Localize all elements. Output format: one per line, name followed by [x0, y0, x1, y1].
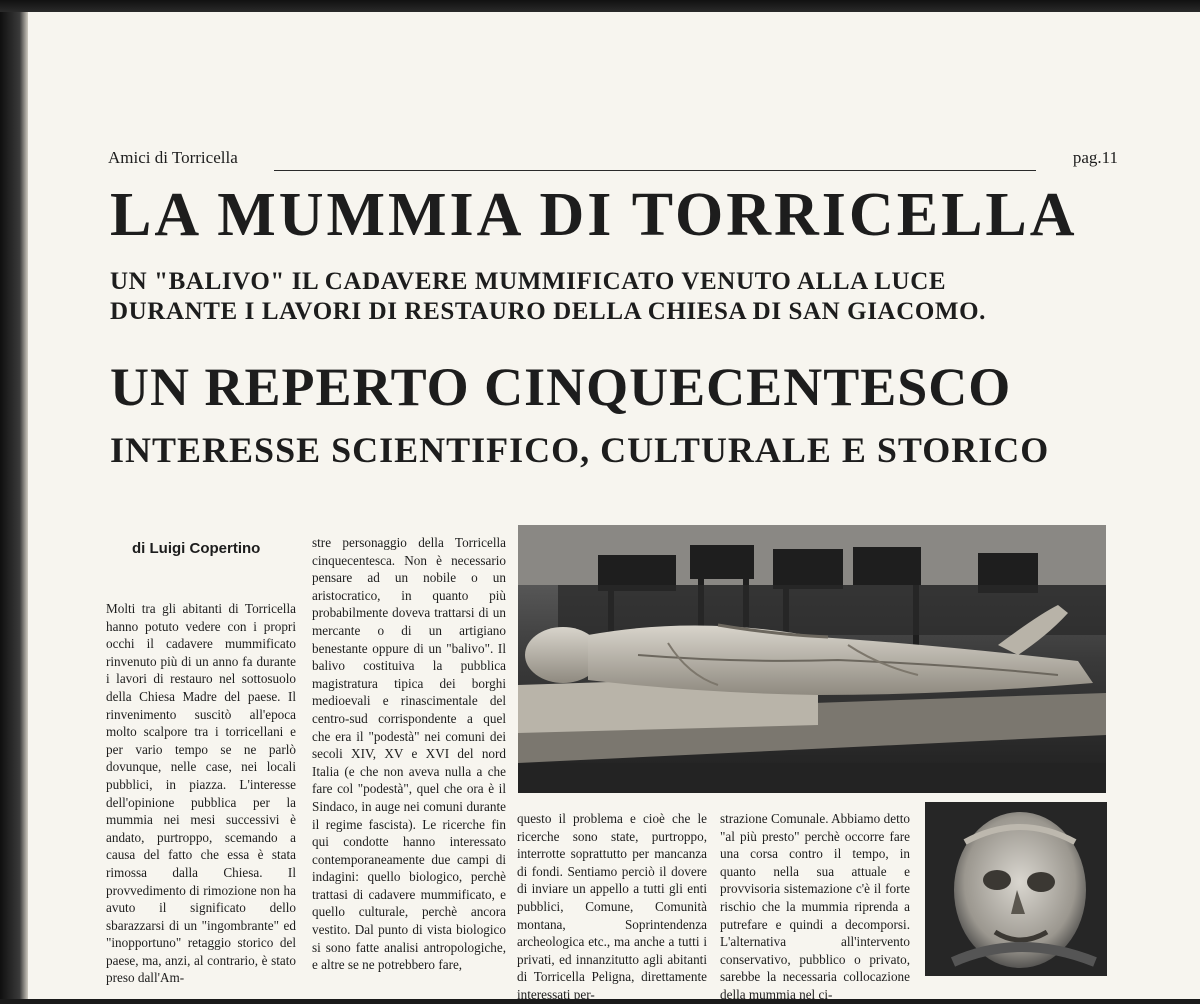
article-column-3	[517, 810, 707, 1002]
page-number: pag.11	[1072, 148, 1118, 167]
column-4-text: strazione Comunale. Abbiamo detto "al più presto" perchè occorre fare una corsa contro il tempo, in quanto nella sua attuale e provvisoria sistemazione c'è il forte rischio che la mummia riprenda a putrefare e quindi a decomporsi. L'alternativa all'intervento conservativo, pubblico o privato, sarebbe la necessaria collocazione della mummia nel ci-	[720, 811, 910, 1002]
scan-left-edge	[0, 12, 28, 999]
column-2-text: stre personaggio della Torricella cinquecentesca. Non è necessario pensare ad un nobile o un aristocratico, in quanto più probabilmente doveva trattarsi di un mercante o di un artigiano benestante oppure di un "balivo". Il balivo costituiva la pubblica magistratura tipica dei borghi medioevali e rinascimentale del centro-sud corrispondente a quel che era il "podestà" nei comuni dei secoli XIV, XV e XVI del nord Italia (e che non aveva nulla a che fare col "podestà", quel che ora è il Sindaco, in auge nei comuni durante il regime fascista). Le ricerche fin qui condotte hanno interessato contemporaneamente due campi di indagini: quello biologico, perchè trattasi di cadavere mummificato, e quello culturale, perchè ancora vestito. Dal punto di vista biologico si sono fatte analisi antropologiche, e altre se ne potrebbero fare,	[312, 535, 506, 973]
article-column-4	[720, 810, 910, 1002]
column-1-text: Molti tra gli abitanti di Torricella hanno potuto vedere con i propri occhi il cadavere mummificato rinvenuto più di un anno fa durante i lavori di restauro nel sottosuolo della Chiesa Madre del paese. Il rinvenimento suscitò all'epoca molto scalpore tra i torricellani e per vario tempo se ne parlò dovunque, nelle case, nei locali pubblici, in piazza. L'interesse dell'opinione pubblica per la mummia nei mesi successivi è andato, purtroppo, scemando a causa del fatto che essa è stata rimossa dalla Chiesa. Il provvedimento di rimozione non ha avuto il significato dello sbarazzarsi di un "ingombrante" ed "inopportuno" retaggio storico del paese, ma, anzi, al contrario, è stato preso dall'Am-	[106, 601, 296, 986]
subheadline-line-1: UN "BALIVO" IL CADAVERE MUMMIFICATO VENUTO ALLA LUCE	[110, 268, 947, 295]
tertiary-headline: INTERESSE SCIENTIFICO, CULTURALE E STORICO	[110, 430, 1050, 470]
mummy-face-photo	[925, 802, 1107, 976]
publication-name: Amici di Torricella	[108, 148, 238, 167]
header-rule	[274, 170, 1036, 171]
byline: di Luigi Copertino	[132, 540, 261, 557]
mummy-photo-image	[518, 525, 1106, 793]
scan-top-edge	[0, 0, 1200, 12]
mummy-face-image	[925, 802, 1107, 976]
secondary-headline: UN REPERTO CINQUECENTESCO	[110, 357, 1012, 417]
article-column-2	[312, 534, 506, 987]
subheadline-line-2: DURANTE I LAVORI DI RESTAURO DELLA CHIESA DI SAN GIACOMO.	[110, 298, 986, 325]
column-3-text: questo il problema e cioè che le ricerche sono state, purtroppo, interrotte soprattutto per mancanza di fondi. Sentiamo perciò il dovere di inviare un appello a tutti gli enti pubblici, Comune, Comunità montana, Soprintendenza archeologica etc., ma anche a tutti i privati, ed innanzitutto agli abitanti di Torricella Peligna, direttamente interessati per-	[517, 811, 707, 1002]
main-headline: LA MUMMIA DI TORRICELLA	[110, 181, 1078, 249]
page-header	[108, 148, 1118, 174]
mummy-photo	[518, 525, 1106, 793]
article-column-1	[106, 600, 296, 987]
